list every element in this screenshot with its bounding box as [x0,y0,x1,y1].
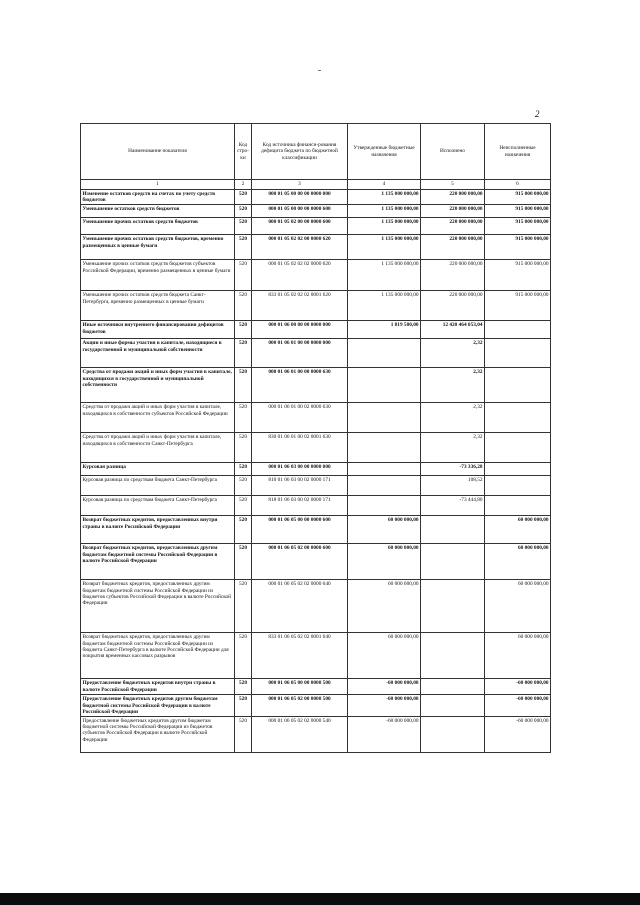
cell-unexecuted: 60 000 000,00 [485,516,551,544]
cell-name: Курсовая разница по средствам бюджета Санкт-Петербурга [81,476,235,496]
table-row [81,679,551,695]
header-approved: Утвержденные бюджетные назначения [348,124,421,180]
table-row [81,496,551,516]
cell-executed: 220 000 000,00 [421,218,485,235]
cell-name: Возврат бюджетных кредитов, предоставленных другим бюджетам бюджетной системы Российской Федерации из бюджета Санкт-Петербурга в валюте Российской Федерации для покрытия временных кассовых разрывов [81,633,235,679]
cell-approved: 1 135 000 000,00 [348,235,421,260]
cell-name: Уменьшение прочих остатков средств бюджетов [81,218,235,235]
cell-name: Уменьшение остатков средств бюджетов [81,205,235,218]
cell-executed: 2,32 [421,403,485,433]
cell-source: 000 01 06 05 00 00 0000 500 [252,679,348,695]
cell-unexecuted: -60 000 000,00 [485,717,551,753]
cell-name: Акции и иные формы участия в капитале, находящиеся в государственной и муниципальной собственности [81,339,235,368]
cell-unexecuted [485,463,551,476]
scan-speck [318,70,321,71]
cell-name: Уменьшение прочих остатков средств бюджетов, временно размещенных в ценные бумаги [81,235,235,260]
cell-code: 520 [235,190,252,205]
cell-unexecuted [485,403,551,433]
cell-name: Возврат бюджетных кредитов, предоставленных внутри страны в валюте Российской Федерации [81,516,235,544]
cell-name: Уменьшение прочих остатков средств бюджета Санкт-Петербурга, временно размещенных в ценные бумаги [81,291,235,321]
cell-code: 520 [235,205,252,218]
cell-unexecuted [485,433,551,463]
cell-approved [348,368,421,403]
column-number: 1 [81,180,235,190]
cell-unexecuted: 915 000 000,00 [485,291,551,321]
table-row [81,544,551,580]
cell-name: Уменьшение прочих остатков средств бюджетов субъектов Российской Федерации, временно размещенных в ценные бумаги [81,260,235,291]
cell-executed [421,679,485,695]
cell-code: 520 [235,218,252,235]
table-row [81,580,551,633]
cell-approved: 1 135 000 000,00 [348,218,421,235]
column-number: 6 [485,180,551,190]
cell-unexecuted: 915 000 000,00 [485,218,551,235]
table-row [81,695,551,717]
cell-approved: 1 135 000 000,00 [348,260,421,291]
table-row [81,368,551,403]
column-number: 2 [235,180,252,190]
cell-source: 000 01 06 03 00 00 0000 000 [252,463,348,476]
cell-code: 520 [235,339,252,368]
cell-source: 818 01 06 03 00 02 0000 171 [252,496,348,516]
cell-approved [348,463,421,476]
cell-approved: -60 000 000,00 [348,679,421,695]
table-row [81,516,551,544]
cell-executed: 220 000 000,00 [421,190,485,205]
cell-source: 810 01 06 03 00 02 0000 171 [252,476,348,496]
cell-source: 000 01 06 01 00 00 0000 000 [252,339,348,368]
scan-border [0,893,640,905]
cell-name: Изменение остатков средств на счетах по учету средств бюджетов [81,190,235,205]
cell-code: 520 [235,463,252,476]
cell-unexecuted [485,368,551,403]
cell-executed [421,695,485,717]
cell-source: 000 01 06 05 02 02 0000 640 [252,580,348,633]
header-source: Код источника финанси-рования дефицита бюджета по бюджетной классификации [252,124,348,180]
cell-code: 520 [235,476,252,496]
cell-source: 000 01 05 00 00 00 0000 000 [252,190,348,205]
cell-code: 520 [235,580,252,633]
cell-source: 833 01 05 02 02 02 0001 620 [252,291,348,321]
cell-name: Предоставление бюджетных кредитов другим бюджетам бюджетной системы Российской Федерации в валюте Российской Федерации [81,695,235,717]
cell-name: Средства от продажи акций и иных форм участия в капитале, находящихся в собственности субъектов Российской Федерации [81,403,235,433]
cell-source: 833 01 06 05 02 02 0001 640 [252,633,348,679]
cell-unexecuted: 915 000 000,00 [485,260,551,291]
cell-source: 000 01 05 02 02 00 0000 620 [252,235,348,260]
cell-unexecuted: 60 000 000,00 [485,633,551,679]
table-row [81,463,551,476]
cell-code: 520 [235,516,252,544]
table-row [81,291,551,321]
cell-executed: 2,32 [421,339,485,368]
page-number: 2 [535,109,540,119]
cell-executed [421,580,485,633]
cell-code: 520 [235,544,252,580]
cell-code: 520 [235,291,252,321]
cell-executed: 2,32 [421,433,485,463]
cell-source: 000 01 06 00 00 00 0000 000 [252,321,348,339]
cell-source: 000 01 05 02 00 00 0000 600 [252,218,348,235]
header-name: Наименование показателя [81,124,235,180]
table-row [81,476,551,496]
cell-executed: 220 000 000,00 [421,291,485,321]
cell-executed: 108,52 [421,476,485,496]
cell-unexecuted [485,339,551,368]
cell-source: 830 01 06 01 00 02 0001 630 [252,433,348,463]
financing-sources-table [80,123,551,753]
cell-approved: 1 135 000 000,00 [348,190,421,205]
cell-code: 520 [235,433,252,463]
cell-code: 520 [235,321,252,339]
cell-name: Иные источники внутреннего финансирования дефицитов бюджетов [81,321,235,339]
cell-unexecuted: -60 000 000,00 [485,695,551,717]
cell-code: 520 [235,235,252,260]
column-number: 3 [252,180,348,190]
cell-source: 000 01 06 05 02 00 0000 600 [252,544,348,580]
cell-unexecuted: 915 000 000,00 [485,205,551,218]
table-row [81,190,551,205]
cell-name: Средства от продажи акций и иных форм участия в капитале, находящихся в собственности Санкт-Петербурга [81,433,235,463]
cell-approved [348,403,421,433]
table-row [81,260,551,291]
column-number: 4 [348,180,421,190]
cell-source: 000 01 06 05 00 00 0000 600 [252,516,348,544]
table-row [81,205,551,218]
cell-code: 520 [235,695,252,717]
cell-executed: -73 336,28 [421,463,485,476]
cell-source: 000 01 06 01 00 02 0000 630 [252,403,348,433]
cell-code: 520 [235,496,252,516]
cell-name: Возврат бюджетных кредитов, предоставленных другим бюджетам бюджетной системы Российской Федерации из бюджетов субъектов Российской Федерации в валюте Российской Федерации [81,580,235,633]
cell-executed: 220 000 000,00 [421,205,485,218]
cell-executed [421,516,485,544]
cell-approved: 60 000 000,00 [348,544,421,580]
table-row [81,321,551,339]
cell-approved: -60 000 000,00 [348,695,421,717]
cell-code: 520 [235,260,252,291]
cell-source: 000 01 06 05 02 00 0000 500 [252,695,348,717]
cell-executed [421,717,485,753]
header-executed: Исполнено [421,124,485,180]
table-body [81,190,551,753]
cell-name: Предоставление бюджетных кредитов внутри страны в валюте Российской Федерации [81,679,235,695]
cell-name: Курсовая разница [81,463,235,476]
table-row [81,633,551,679]
header-code: Код стро-ки [235,124,252,180]
cell-approved [348,496,421,516]
cell-executed: 12 420 464 053,04 [421,321,485,339]
cell-approved: 60 000 000,00 [348,580,421,633]
cell-approved: 60 000 000,00 [348,633,421,679]
cell-code: 520 [235,633,252,679]
cell-executed: 2,32 [421,368,485,403]
table-row [81,717,551,753]
cell-executed: 220 000 000,00 [421,260,485,291]
cell-executed [421,544,485,580]
cell-unexecuted: 915 000 000,00 [485,190,551,205]
column-number-row [81,180,551,190]
cell-unexecuted: -60 000 000,00 [485,679,551,695]
cell-source: 000 01 05 00 00 00 0000 600 [252,205,348,218]
cell-unexecuted: 915 000 000,00 [485,235,551,260]
cell-unexecuted [485,476,551,496]
header-unexecuted: Неисполненные назначения [485,124,551,180]
cell-approved: 1 135 000 000,00 [348,291,421,321]
cell-name: Возврат бюджетных кредитов, предоставленных другим бюджетам бюджетной системы Российской Федерации в валюте Российской Федерации [81,544,235,580]
cell-approved: 60 000 000,00 [348,516,421,544]
cell-executed: 220 000 000,00 [421,235,485,260]
cell-unexecuted [485,321,551,339]
cell-source: 000 01 06 01 00 00 0000 630 [252,368,348,403]
table-row [81,433,551,463]
cell-name: Курсовая разница по средствам бюджета Санкт-Петербурга [81,496,235,516]
cell-name: Средства от продажи акций и иных форм участия в капитале, находящихся в государственной и муниципальной собственности [81,368,235,403]
cell-executed: -73 444,80 [421,496,485,516]
cell-unexecuted: 60 000 000,00 [485,580,551,633]
cell-unexecuted [485,496,551,516]
table-row [81,339,551,368]
table-row [81,218,551,235]
cell-approved [348,476,421,496]
cell-approved [348,433,421,463]
cell-code: 520 [235,717,252,753]
cell-source: 000 01 06 05 02 02 0000 540 [252,717,348,753]
cell-code: 520 [235,368,252,403]
cell-executed [421,633,485,679]
column-number: 5 [421,180,485,190]
table-row [81,403,551,433]
cell-code: 520 [235,403,252,433]
cell-code: 520 [235,679,252,695]
cell-source: 000 01 05 02 02 02 0000 620 [252,260,348,291]
cell-approved: -60 000 000,00 [348,717,421,753]
cell-approved: 1 819 500,00 [348,321,421,339]
cell-approved: 1 135 000 000,00 [348,205,421,218]
cell-unexecuted: 60 000 000,00 [485,544,551,580]
cell-approved [348,339,421,368]
cell-name: Предоставление бюджетных кредитов другим бюджетам бюджетной системы Российской Федерации из бюджетов субъектов Российской Федерации в валюте Российской Федерации [81,717,235,753]
table-header-row [81,124,551,180]
table-row [81,235,551,260]
